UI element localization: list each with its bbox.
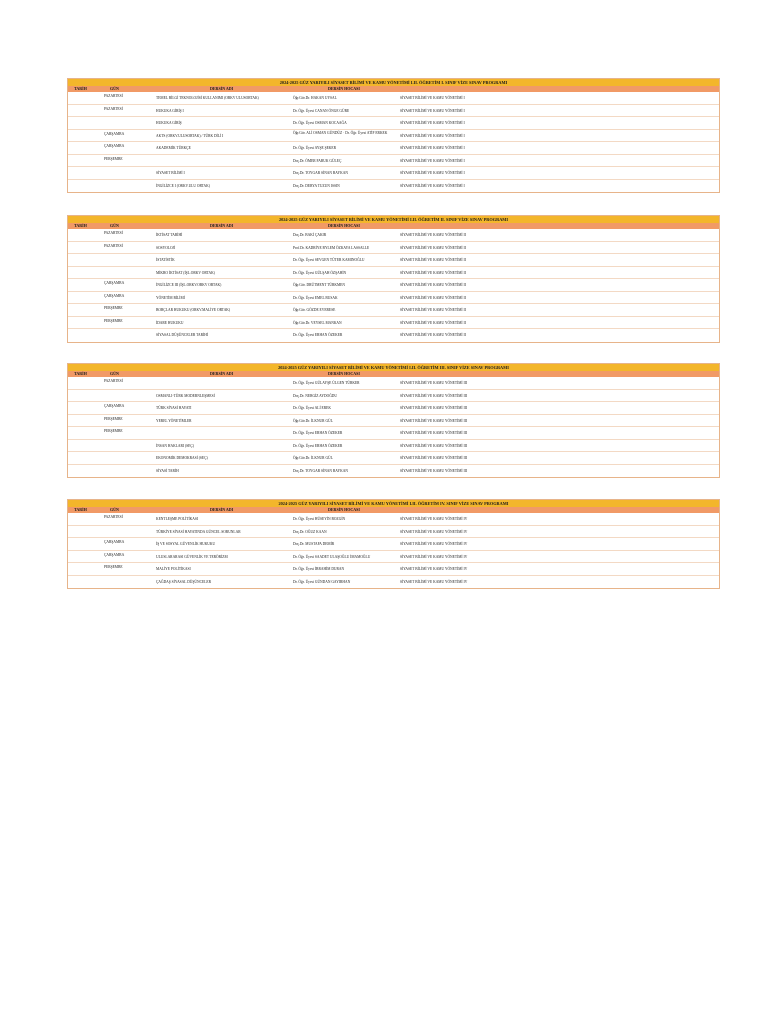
cell-program: SİYASET BİLİMİ VE KAMU YÖNETİMİ III — [400, 381, 468, 385]
cell-hoca: Dr. Öğr. Üyesi ERHAN ÖZEKER — [293, 333, 343, 337]
cell-hoca: Doç.Dr. DERYA TUZUN ISSIN — [293, 183, 340, 188]
table-row — [68, 377, 719, 390]
cell-hoca: Öğr.Gör.Dr. İLKNUR GÜL — [293, 418, 333, 423]
header-gun: GÜN — [110, 223, 119, 228]
cell-ders: YEREL YÖNETİMLER — [156, 418, 192, 423]
cell-ders: SİYASİ TARİH — [156, 468, 179, 473]
cell-hoca: Dr. Öğr. Üyesi ALİ EREK — [293, 406, 331, 410]
cell-program: SİYASET BİLİMİ VE KAMU YÖNETİMİ III — [400, 418, 468, 423]
cell-gun: ÇARŞAMBA — [104, 293, 125, 298]
table-row — [68, 402, 719, 415]
cell-ders: TÜRKİYE SİYASİ HAYATINDA GÜNCEL SORUNLAR — [156, 529, 241, 534]
cell-gun: PERŞEMBE — [104, 156, 123, 161]
cell-ders: OSMANLI-TÜRK MODERNLEŞMESİ — [156, 393, 215, 398]
header-ders: DERSİN ADI — [210, 223, 234, 228]
cell-program: SİYASET BİLİMİ VE KAMU YÖNETİMİ III — [400, 406, 468, 410]
cell-program: SİYASET BİLİMİ VE KAMU YÖNETİMİ I — [400, 121, 465, 125]
cell-program: SİYASET BİLİMİ VE KAMU YÖNETİMİ I — [400, 171, 465, 175]
table-row — [68, 105, 719, 118]
cell-hoca: Doç.Dr. TOYGAR SİNAN BAYKAN — [293, 171, 348, 175]
cell-hoca: Öğr.Gör.Dr. İLKNUR GÜL — [293, 456, 333, 460]
cell-program: SİYASET BİLİMİ VE KAMU YÖNETİMİ I — [400, 96, 465, 100]
cell-ders: SİYASAL DÜŞÜNCELER TARİHİ — [156, 333, 209, 337]
cell-hoca: Dr. Öğr. Üyesi GÜLAYŞE ÜLGEN TÜRKER — [293, 381, 360, 385]
header-ders: DERSİN ADI — [210, 371, 234, 376]
cell-ders: İŞ VE SOSYAL GÜVENLİK HUKUKU — [156, 542, 216, 546]
cell-program: SİYASET BİLİMİ VE KAMU YÖNETİMİ I — [400, 183, 465, 188]
cell-hoca: Dr. Öğr. Üyesi AYŞE ŞEKER — [293, 146, 336, 150]
cell-gun: ÇARŞAMBA — [104, 404, 125, 408]
cell-gun: PERŞEMBE — [104, 306, 123, 310]
table-title: 2024-2025 GÜZ YARIYILI SİYASET BİLİMİ VE KAMU YÖNETİMİ I.II. ÖĞRETİM I. SINIF VİZE SINAV PROGRAMI — [68, 79, 719, 86]
cell-program: SİYASET BİLİMİ VE KAMU YÖNETİMİ I — [400, 158, 465, 163]
cell-ders: ULUSLARARASI GÜVENLİK VE TERÖRİZM — [156, 554, 228, 559]
cell-gun: ÇARŞAMBA — [104, 540, 125, 544]
table-row — [68, 229, 719, 242]
table-row — [68, 242, 719, 255]
cell-ders: HUKUKA GİRİŞ I — [156, 108, 184, 113]
table-row — [68, 526, 719, 539]
cell-ders: TÜRK SİYASİ HAYATI — [156, 406, 192, 410]
cell-hoca: Dr. Öğr. Üyesi OSMAN KOCAAĞA — [293, 121, 347, 125]
cell-hoca: Öğr.Gör.Dr. VEYSEL MANKAN — [293, 320, 342, 325]
cell-hoca: Dr. Öğr. Üyesi SEVGEN TÜTER KAMINOĞLU — [293, 258, 365, 262]
table-row — [68, 254, 719, 267]
table-title: 2024-2025 GÜZ YARIYILI SİYASET BİLİMİ VE KAMU YÖNETİMİ I.II. ÖĞRETİM III. SINIF VİZE SINAV PROGRAMI — [68, 364, 719, 371]
table-row — [68, 180, 719, 193]
cell-program: SİYASET BİLİMİ VE KAMU YÖNETİMİ II — [400, 270, 466, 275]
table-row — [68, 142, 719, 155]
header-hoca: DERSİN HOCASI — [328, 507, 360, 512]
table-row — [68, 304, 719, 317]
table-row — [68, 427, 719, 440]
schedule-table — [67, 499, 720, 589]
cell-gun: ÇARŞAMBA — [104, 552, 125, 557]
cell-gun: PERŞEMBE — [104, 416, 123, 421]
schedule-table — [67, 215, 720, 343]
cell-program: SİYASET BİLİMİ VE KAMU YÖNETİMİ III — [400, 431, 468, 435]
table-row — [68, 576, 719, 589]
table-row — [68, 452, 719, 465]
cell-gun: PERŞEMBE — [104, 318, 123, 323]
cell-hoca: Dr. Öğr. Üyesi GÜLŞAH ÖZŞAHİN — [293, 270, 347, 275]
cell-program: SİYASET BİLİMİ VE KAMU YÖNETİMİ III — [400, 443, 468, 448]
table-row — [68, 390, 719, 403]
cell-hoca: Dr. Öğr. Üyesi EMEL BUSAK — [293, 295, 338, 300]
cell-program: SİYASET BİLİMİ VE KAMU YÖNETİMİ II — [400, 320, 466, 325]
cell-program: SİYASET BİLİMİ VE KAMU YÖNETİMİ IV — [400, 567, 468, 571]
table-row — [68, 117, 719, 130]
cell-ders: MALİYE POLİTİKASI — [156, 567, 191, 571]
cell-program: SİYASET BİLİMİ VE KAMU YÖNETİMİ I — [400, 133, 465, 138]
header-ders: DERSİN ADI — [210, 507, 234, 512]
cell-gun: PAZARTESİ — [104, 94, 123, 98]
cell-hoca: Dr. Öğr. Üyesi CANAN ÖNGE GÜRE — [293, 108, 350, 113]
cell-gun: PAZARTESİ — [104, 231, 123, 235]
cell-ders: SOSYOLOJİ — [156, 245, 176, 250]
cell-gun: ÇARŞAMBA — [104, 144, 125, 148]
cell-hoca: Öğr.Gör. DRÜTMENT TÜRKMEN — [293, 283, 345, 287]
cell-program: SİYASET BİLİMİ VE KAMU YÖNETİMİ II — [400, 245, 466, 250]
cell-gun: ÇARŞAMBA — [104, 131, 125, 136]
cell-ders: İNSAN HAKLARI (SEÇ) — [156, 443, 194, 448]
cell-hoca: Doç.Dr. NERGİZ AYDOĞDU — [293, 393, 337, 398]
cell-gun: PERŞEMBE — [104, 429, 123, 433]
cell-program: SİYASET BİLİMİ VE KAMU YÖNETİMİ II — [400, 233, 466, 237]
cell-ders: İKTİSAT TARİHİ — [156, 233, 183, 237]
schedule-table — [67, 363, 720, 478]
table-row — [68, 329, 719, 342]
table-row — [68, 267, 719, 280]
table-row — [68, 92, 719, 105]
header-tarih: TARİH — [74, 371, 87, 376]
cell-hoca: Doç.Dr. BAKİ ÇAKIR — [293, 233, 327, 237]
table-row — [68, 513, 719, 526]
cell-ders: AKADEMİK TÜRKÇE — [156, 146, 191, 150]
table-row — [68, 415, 719, 428]
table-row — [68, 551, 719, 564]
cell-ders: SİYASET BİLİMİ I — [156, 171, 185, 175]
header-hoca: DERSİN HOCASI — [328, 223, 360, 228]
header-tarih: TARİH — [74, 507, 87, 512]
cell-program: SİYASET BİLİMİ VE KAMU YÖNETİMİ IV — [400, 579, 468, 584]
cell-ders: İNGİLİZCE III (İŞL.ORKV.ORKV ORTAK) — [156, 283, 222, 287]
cell-program: SİYASET BİLİMİ VE KAMU YÖNETİMİ I — [400, 108, 465, 113]
cell-program: SİYASET BİLİMİ VE KAMU YÖNETİMİ I — [400, 146, 465, 150]
cell-gun: PERŞEMBE — [104, 565, 123, 569]
table-row — [68, 440, 719, 453]
cell-program: SİYASET BİLİMİ VE KAMU YÖNETİMİ II — [400, 295, 466, 300]
table-row — [68, 279, 719, 292]
cell-gun: PAZARTESİ — [104, 515, 123, 519]
cell-hoca: Doç.Dr. ÖMER FARUK GÜLEÇ — [293, 158, 342, 163]
header-gun: GÜN — [110, 371, 119, 376]
cell-ders: İNGİLİZCE I (ORKV.ULU ORTAK) — [156, 183, 210, 188]
cell-ders: YÖNETİM BİLİMİ — [156, 295, 185, 300]
cell-hoca: Dr. Öğr. Üyesi ERHAN ÖZEKER — [293, 443, 343, 448]
cell-ders: BORÇLAR HUKUKU (ORKV.MALİYE ORTAK) — [156, 308, 231, 312]
cell-ders: İSTATİSTİK — [156, 258, 175, 262]
cell-program: SİYASET BİLİMİ VE KAMU YÖNETİMİ III — [400, 468, 468, 473]
cell-ders: EKONOMİK DEMOKRASİ (SEÇ) — [156, 456, 208, 460]
header-hoca: DERSİN HOCASI — [328, 86, 360, 91]
cell-gun: PAZARTESİ — [104, 379, 123, 383]
table-title: 2024-2025 GÜZ YARIYILI SİYASET BİLİMİ VE KAMU YÖNETİMİ I.II. ÖĞRETİM II. SINIF VİZE SINAV PROGRAMI — [68, 216, 719, 223]
table-row — [68, 292, 719, 305]
cell-ders: MİKRO İKTİSAT (İŞL.ORKV ORTAK) — [156, 270, 215, 275]
table-row — [68, 538, 719, 551]
header-hoca: DERSİN HOCASI — [328, 371, 360, 376]
cell-ders: İDARE HUKUKU — [156, 320, 184, 325]
cell-program: SİYASET BİLİMİ VE KAMU YÖNETİMİ IV — [400, 542, 468, 546]
cell-hoca: Doç.Dr. OĞUZ KAAN — [293, 529, 327, 534]
cell-ders: KENTLEŞME POLİTİKASI — [156, 517, 199, 521]
cell-gun: PAZARTESİ — [104, 243, 123, 248]
cell-program: SİYASET BİLİMİ VE KAMU YÖNETİMİ II — [400, 283, 466, 287]
table-row — [68, 563, 719, 576]
cell-program: SİYASET BİLİMİ VE KAMU YÖNETİMİ II — [400, 258, 466, 262]
cell-hoca: Prof.Dr. KADRİYE BYLEM ÖZKAYA LASSALLE — [293, 245, 370, 250]
cell-program: SİYASET BİLİMİ VE KAMU YÖNETİMİ II — [400, 308, 466, 312]
cell-program: SİYASET BİLİMİ VE KAMU YÖNETİMİ II — [400, 333, 466, 337]
cell-gun: PAZARTESİ — [104, 106, 123, 111]
cell-hoca: Dr. Öğr. Üyesi SAADET ULAŞOĞLU İMAMOĞLU — [293, 554, 371, 559]
header-ders: DERSİN ADI — [210, 86, 234, 91]
table-row — [68, 167, 719, 180]
cell-program: SİYASET BİLİMİ VE KAMU YÖNETİMİ IV — [400, 529, 468, 534]
cell-hoca: Dr. Öğr. Üyesi ERHAN ÖZEKER — [293, 431, 343, 435]
cell-hoca: Öğr.Gör. GÖZDE EVERESE — [293, 308, 336, 312]
cell-ders: HUKUKA GİRİŞ — [156, 121, 182, 125]
cell-program: SİYASET BİLİMİ VE KAMU YÖNETİMİ III — [400, 456, 468, 460]
cell-gun: ÇARŞAMBA — [104, 281, 125, 285]
table-row — [68, 317, 719, 330]
cell-program: SİYASET BİLİMİ VE KAMU YÖNETİMİ IV — [400, 554, 468, 559]
cell-hoca: Doç.Dr. MUSTAFA DEMİR — [293, 542, 335, 546]
header-gun: GÜN — [110, 86, 119, 91]
header-gun: GÜN — [110, 507, 119, 512]
header-tarih: TARİH — [74, 223, 87, 228]
table-title: 2024-2025 GÜZ YARIYILI SİYASET BİLİMİ VE KAMU YÖNETİMİ I.II. ÖĞRETİM IV. SINIF VİZE SINAV PROGRAMI — [68, 500, 719, 507]
cell-hoca: Öğr.Gör. ALİ OSMAN GÜNDÜZ · Dr. Öğr. Üyesi ATİF ERKEK — [293, 131, 388, 135]
cell-hoca: Öğr.Gör.Dr. HAKAN UYSAL — [293, 96, 337, 100]
cell-program: SİYASET BİLİMİ VE KAMU YÖNETİMİ III — [400, 393, 468, 398]
cell-hoca: Dr. Öğr. Üyesi HÜSEYİN BOZGİN — [293, 517, 346, 521]
cell-ders: AKTS (ORKV.ULUSORTAK) / TÜRK DİLİ I — [156, 133, 224, 138]
header-tarih: TARİH — [74, 86, 87, 91]
cell-ders: TEMEL BİLGİ TEKNOLOJİSİ KULLANIMI (ORKV ULUSORTAK) — [156, 96, 259, 100]
cell-hoca: Doç.Dr. TOYGAR SİNAN BAYKAN — [293, 468, 348, 473]
cell-hoca: Dr. Öğr. Üyesi İBRAHİM DURAN — [293, 567, 345, 571]
cell-hoca: Dr. Öğr. Üyesi GÜNDAN GAYIRHAN — [293, 579, 351, 584]
cell-program: SİYASET BİLİMİ VE KAMU YÖNETİMİ IV — [400, 517, 468, 521]
schedule-table — [67, 78, 720, 193]
cell-ders: ÇAĞDAŞ SİYASAL DÜŞÜNCELER — [156, 579, 211, 584]
table-row — [68, 155, 719, 168]
table-row — [68, 465, 719, 478]
table-row — [68, 130, 719, 143]
